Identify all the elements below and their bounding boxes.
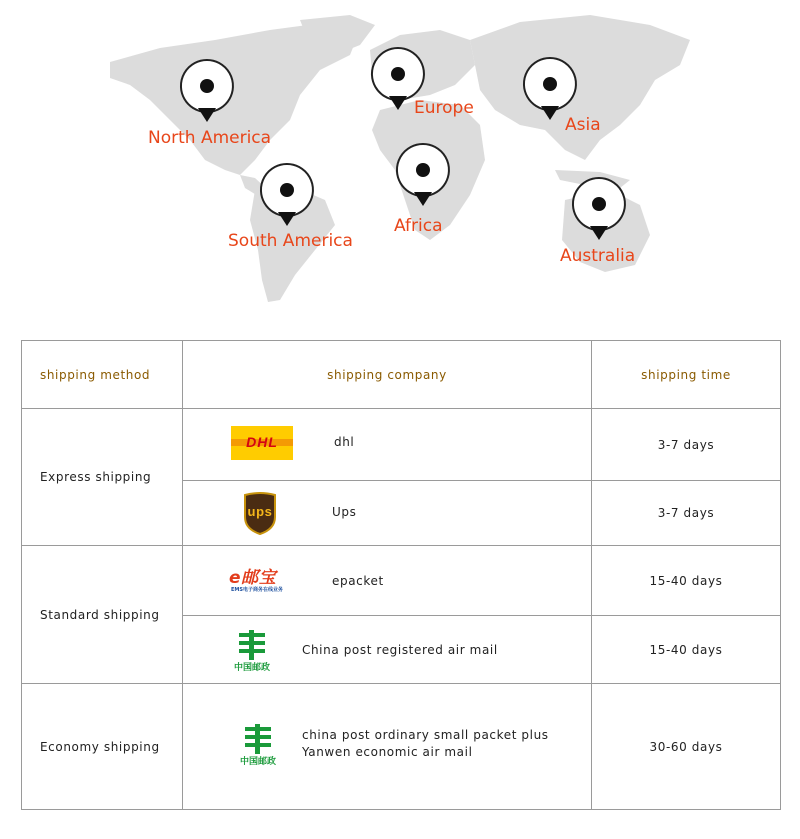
- company-name-china-post-registered: China post registered air mail: [302, 643, 498, 657]
- company-name-epacket: epacket: [332, 574, 384, 588]
- time-epacket: 15-40 days: [592, 546, 781, 616]
- asia-landmass: [470, 15, 690, 160]
- label-asia: Asia: [565, 115, 601, 135]
- shipping-table: [21, 340, 781, 810]
- ups-logo-text: ups: [247, 504, 273, 519]
- time-economy: 30-60 days: [592, 684, 781, 810]
- china-post-emblem-icon: [235, 724, 281, 754]
- epacket-logo-subtext: EMS电子商务在线业务: [231, 587, 283, 593]
- label-north-america: North America: [148, 128, 272, 148]
- table-row: [22, 684, 781, 810]
- china-post-emblem-icon: [229, 630, 275, 660]
- china-post-logo: [235, 724, 281, 768]
- label-europe: Europe: [414, 98, 474, 118]
- method-standard: Standard shipping: [22, 546, 183, 684]
- dhl-logo-text: DHL: [246, 434, 278, 450]
- china-post-logo-text: 中国邮政: [233, 663, 270, 673]
- company-name-ups: Ups: [332, 505, 357, 519]
- table-row: [22, 409, 781, 481]
- company-cell-dhl: [183, 409, 592, 481]
- header-shipping-method: shipping method: [22, 341, 183, 409]
- company-name-yanwen: Yanwen economic air mail: [302, 745, 473, 759]
- company-cell-epacket: [183, 546, 592, 616]
- epacket-logo-text: e邮宝: [229, 568, 277, 588]
- time-dhl: 3-7 days: [592, 409, 781, 481]
- company-cell-china-post: [183, 616, 592, 684]
- label-south-america: South America: [228, 231, 353, 251]
- method-express: Express shipping: [22, 409, 183, 546]
- header-shipping-company: shipping company: [183, 341, 592, 409]
- table-header-row: [22, 341, 781, 409]
- header-shipping-time: shipping time: [592, 341, 781, 409]
- label-australia: Australia: [560, 246, 636, 266]
- company-name-china-post-ordinary: china post ordinary small packet plus: [302, 728, 549, 742]
- method-economy: Economy shipping: [22, 684, 183, 810]
- epacket-logo: [229, 563, 295, 599]
- china-post-logo: [229, 630, 275, 674]
- dhl-logo: [231, 426, 293, 460]
- company-cell-ups: [183, 481, 592, 546]
- china-post-logo-text: 中国邮政: [239, 757, 276, 767]
- label-africa: Africa: [394, 216, 443, 236]
- world-map: [0, 0, 800, 320]
- company-name-dhl: dhl: [334, 435, 355, 449]
- time-ups: 3-7 days: [592, 481, 781, 546]
- ups-logo: [243, 491, 277, 535]
- company-cell-china-post-ordinary: [183, 684, 592, 810]
- table-row: [22, 546, 781, 616]
- time-china-post-registered: 15-40 days: [592, 616, 781, 684]
